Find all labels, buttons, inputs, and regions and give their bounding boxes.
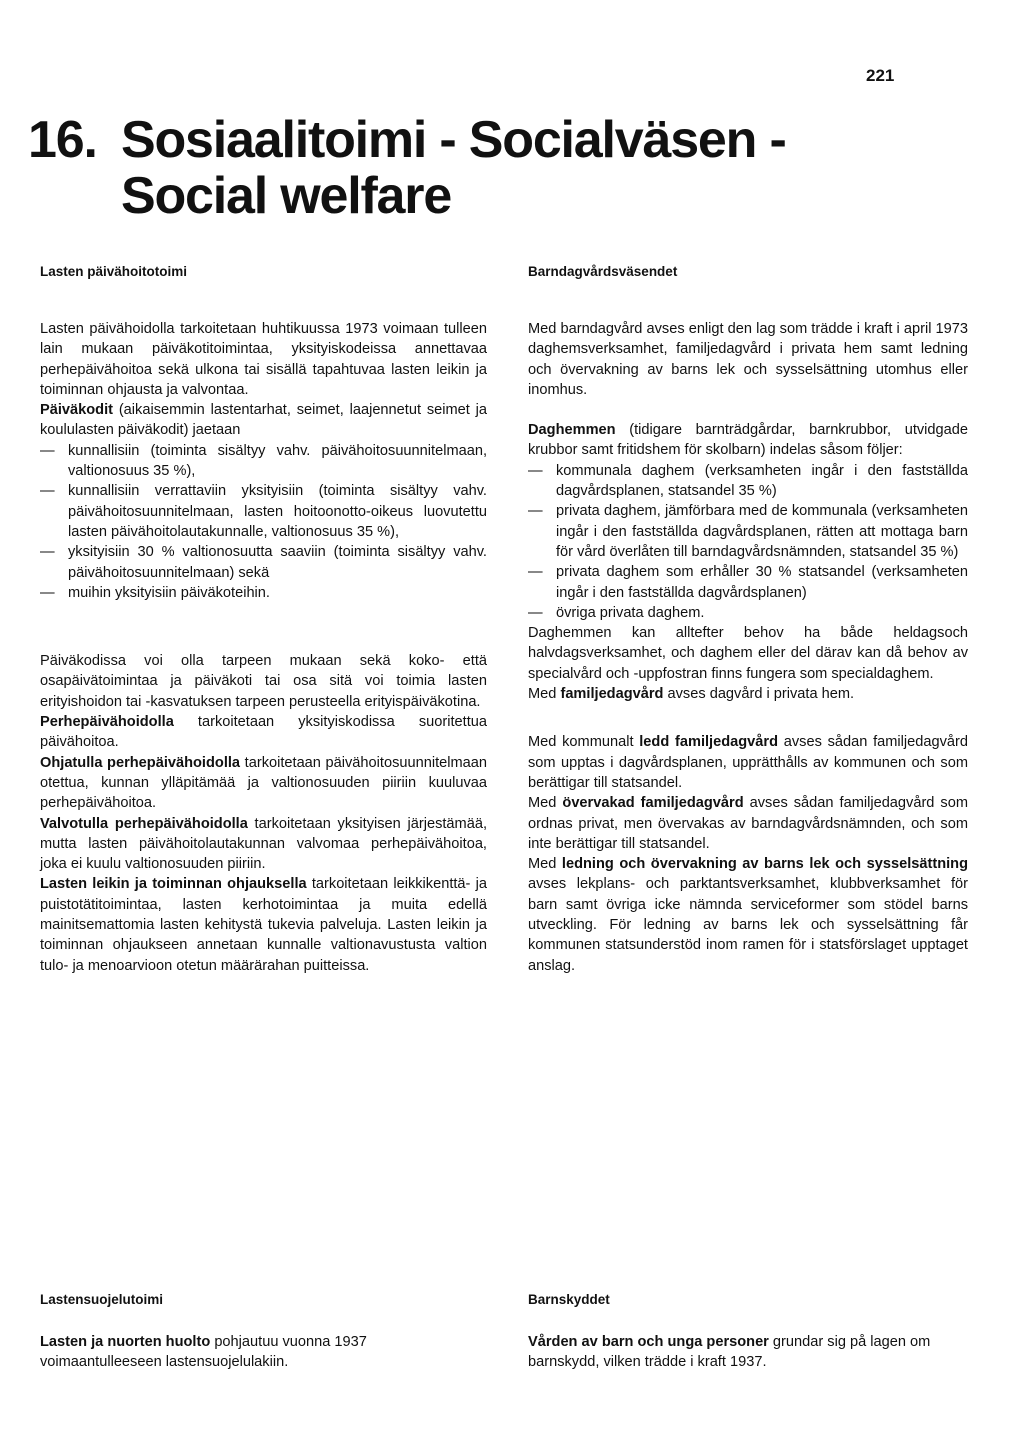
list-item: — kunnallisiin (toiminta sisältyy vahv. päivähoitosuunnitelmaan, valtionosuus 35 %), xyxy=(40,441,487,482)
dash-list xyxy=(40,441,487,603)
term: Päiväkodit xyxy=(40,402,113,419)
paragraph-text: tarkoitetaan yksityiskodissa suoritettua päivähoitoa. xyxy=(40,714,487,751)
section-heading-child-welfare-sv: Barnskyddet xyxy=(528,1292,610,1307)
paragraph: Lasten päivähoidolla tarkoitetaan huhtikuussa 1973 voimaan tulleen lain mukaan päiväkotitoimintaa, yksityiskodeissa annettavaa perhepäivähoitoa sekä ulkona tai sisällä tapahtuvaa lasten leikin ja toiminnan ohjausta ja valvontaa. xyxy=(40,321,487,398)
paragraph-text: grundar sig på lagen om barnskydd, vilken trädde i kraft 1937. xyxy=(528,1334,931,1371)
paragraph xyxy=(528,684,968,704)
paragraph xyxy=(528,854,968,976)
child-welfare-fi xyxy=(40,1290,487,1373)
term: Lasten leikin ja toiminnan ohjauksella xyxy=(40,876,307,893)
paragraph-text: Med xyxy=(528,856,562,873)
term: Vården av barn och unga personer xyxy=(528,1334,769,1350)
paragraph-text: avses sådan familjedagvård som ordnas privat, men övervakas av barndagvårdsnämnden, och som inte berättigar till statsandel. xyxy=(528,795,968,852)
section-heading-day-care-fi: Lasten päivähoitotoimi xyxy=(40,264,188,279)
term: ledd familjedagvård xyxy=(639,734,778,751)
section-heading-child-welfare-fi: Lastensuojelutoimi xyxy=(40,1292,164,1307)
paragraph xyxy=(528,1332,968,1373)
list-item: — yksityisiin 30 % valtionosuutta saaviin (toiminta sisältyy vahv. päivähoitosuunnitelmaan) sekä xyxy=(40,542,487,583)
paragraph-text: avses sådan familjedagvård som upptas i dagvårdsplanen, upprätthålls av kommunen och som berättigar till statsandel. xyxy=(528,734,969,791)
list-item: — privata daghem som erhåller 30 % statsandel (verksamheten ingår i den fastställda dagvårdsplanen) xyxy=(528,562,968,603)
paragraph-text: tarkoitetaan yksityisen järjestämää, mutta lasten päivähoitolautakunnan valvomaa perhepäivähoitoa, joka ei kuulu valtionosuuden piiriin. xyxy=(40,815,487,873)
paragraph-text: Med kommunalt xyxy=(528,734,640,751)
paragraph xyxy=(40,712,487,753)
paragraph: Med barndagvård avses enligt den lag som trädde i kraft i april 1973 daghemsverksamhet, familjedagvård i privata hem samt ledning och övervakning av barns lek och sysselsättning utomhus eller inomhus. xyxy=(528,321,968,398)
list-item: — privata daghem, jämförbara med de kommunala (verksamheten ingår i den fastställda dagvårdsplanen, rätten att mottaga barn för vård överlåten till barndagvårdsnämnden, statsandel 35 %) xyxy=(528,501,968,562)
paragraph-text: avses dagvård i privata hem. xyxy=(663,686,855,703)
term: Valvotulla perhepäivähoidolla xyxy=(40,815,248,832)
list-item: — kommunala daghem (verksamheten ingår i den fastställda dagvårdsplanen, statsandel 35 %) xyxy=(528,461,968,502)
paragraph-text: avses lekplans- och parktantsverksamhet, klubbverksamhet för barn samt övriga icke nämnda serviceformer som stödel barns utveckling. För ledning av barns lek och sysselsättning får kommunen statsunderstöd inom ramen för i statsförslaget upptaget anslag. xyxy=(528,876,968,974)
paragraph xyxy=(40,814,487,875)
swedish-column xyxy=(528,262,968,976)
child-welfare-sv xyxy=(528,1290,968,1373)
chapter-number: 16. xyxy=(28,111,97,169)
paragraph xyxy=(40,400,487,441)
section-heading-day-care-sv: Barndagvårdsväsendet xyxy=(528,264,678,279)
paragraph-text: tarkoitetaan päivähoitosuunnitelmaan otettua, kunnan ylläpitämää ja valtionosuuden piiriin kuuluvaa perhepäivähoitoa. xyxy=(40,754,487,812)
term: familjedagvård xyxy=(560,686,664,703)
term: Ohjatulla perhepäivähoidolla xyxy=(40,754,241,771)
term: ledning och övervakning av barns lek och sysselsättning xyxy=(561,856,968,873)
paragraph: Daghemmen kan alltefter behov ha både heldagsoch halvdagsverksamhet, och daghem eller del därav kan då behov av specialvård och -uppfostran finns fungera som specialdaghem. xyxy=(528,625,968,682)
list-item: — kunnallisiin verrattaviin yksityisiin (toiminta sisältyy vahv. päivähoitosuunnitelmaan, lasten hoitoonotto-oikeus luovutettu lasten päivähoitolautakunnalle, valtionosuus 35 %), xyxy=(40,481,487,542)
dash-list xyxy=(528,461,968,623)
term: Daghemmen xyxy=(528,422,616,439)
paragraph-text: pohjautuu vuonna 1937 voimaantulleeseen lastensuojelulakiin. xyxy=(40,1334,367,1371)
term: Perhepäivähoidolla xyxy=(40,714,174,731)
term: övervakad familjedagvård xyxy=(562,795,744,812)
paragraph xyxy=(40,1332,487,1373)
chapter-title xyxy=(28,112,928,224)
page-number: 221 xyxy=(866,66,895,85)
chapter-title-line-1: Sosiaalitoimi - Socialväsen - xyxy=(121,111,786,169)
paragraph xyxy=(528,732,968,793)
paragraph-text: (aikaisemmin lastentarhat, seimet, laajennetut seimet ja koululasten päiväkodit) jaetaan xyxy=(40,402,487,439)
list-item: — övriga privata daghem. xyxy=(528,603,968,623)
paragraph xyxy=(528,420,968,461)
paragraph-text: Med xyxy=(528,795,563,812)
paragraph: Päiväkodissa voi olla tarpeen mukaan sekä koko- että osapäivätoimintaa ja päiväkoti tai osa sitä voi toimia lasten erityishoidon tai -kasvatuksen tarpeen perusteella erityispäiväkotina. xyxy=(40,653,487,710)
paragraph-text: Med xyxy=(528,686,561,703)
paragraph xyxy=(528,793,968,854)
finnish-column xyxy=(40,262,487,976)
paragraph xyxy=(40,874,487,975)
paragraph-text: tarkoitetaan leikkikenttä- ja puistotätitoimintaa, lasten kerhotoimintaa ja muita edellä mainitsemattomia lasten kehitystä tukevia palveluja. Lasten leikin ja toiminnan ohjaukseen annetaan kunnalle valtionavustusta valtion tulo- ja menoarvioon otetun määrärahan puitteissa. xyxy=(40,876,487,974)
chapter-title-line-2: Social welfare xyxy=(121,167,452,225)
paragraph xyxy=(40,753,487,814)
term: Lasten ja nuorten huolto xyxy=(40,1334,211,1350)
paragraph-text: (tidigare barnträdgårdar, barnkrubbor, utvidgade krubbor samt fritidshem för skolbarn) indelas såsom följer: xyxy=(528,422,968,459)
list-item: — muihin yksityisiin päiväkoteihin. xyxy=(40,583,487,603)
